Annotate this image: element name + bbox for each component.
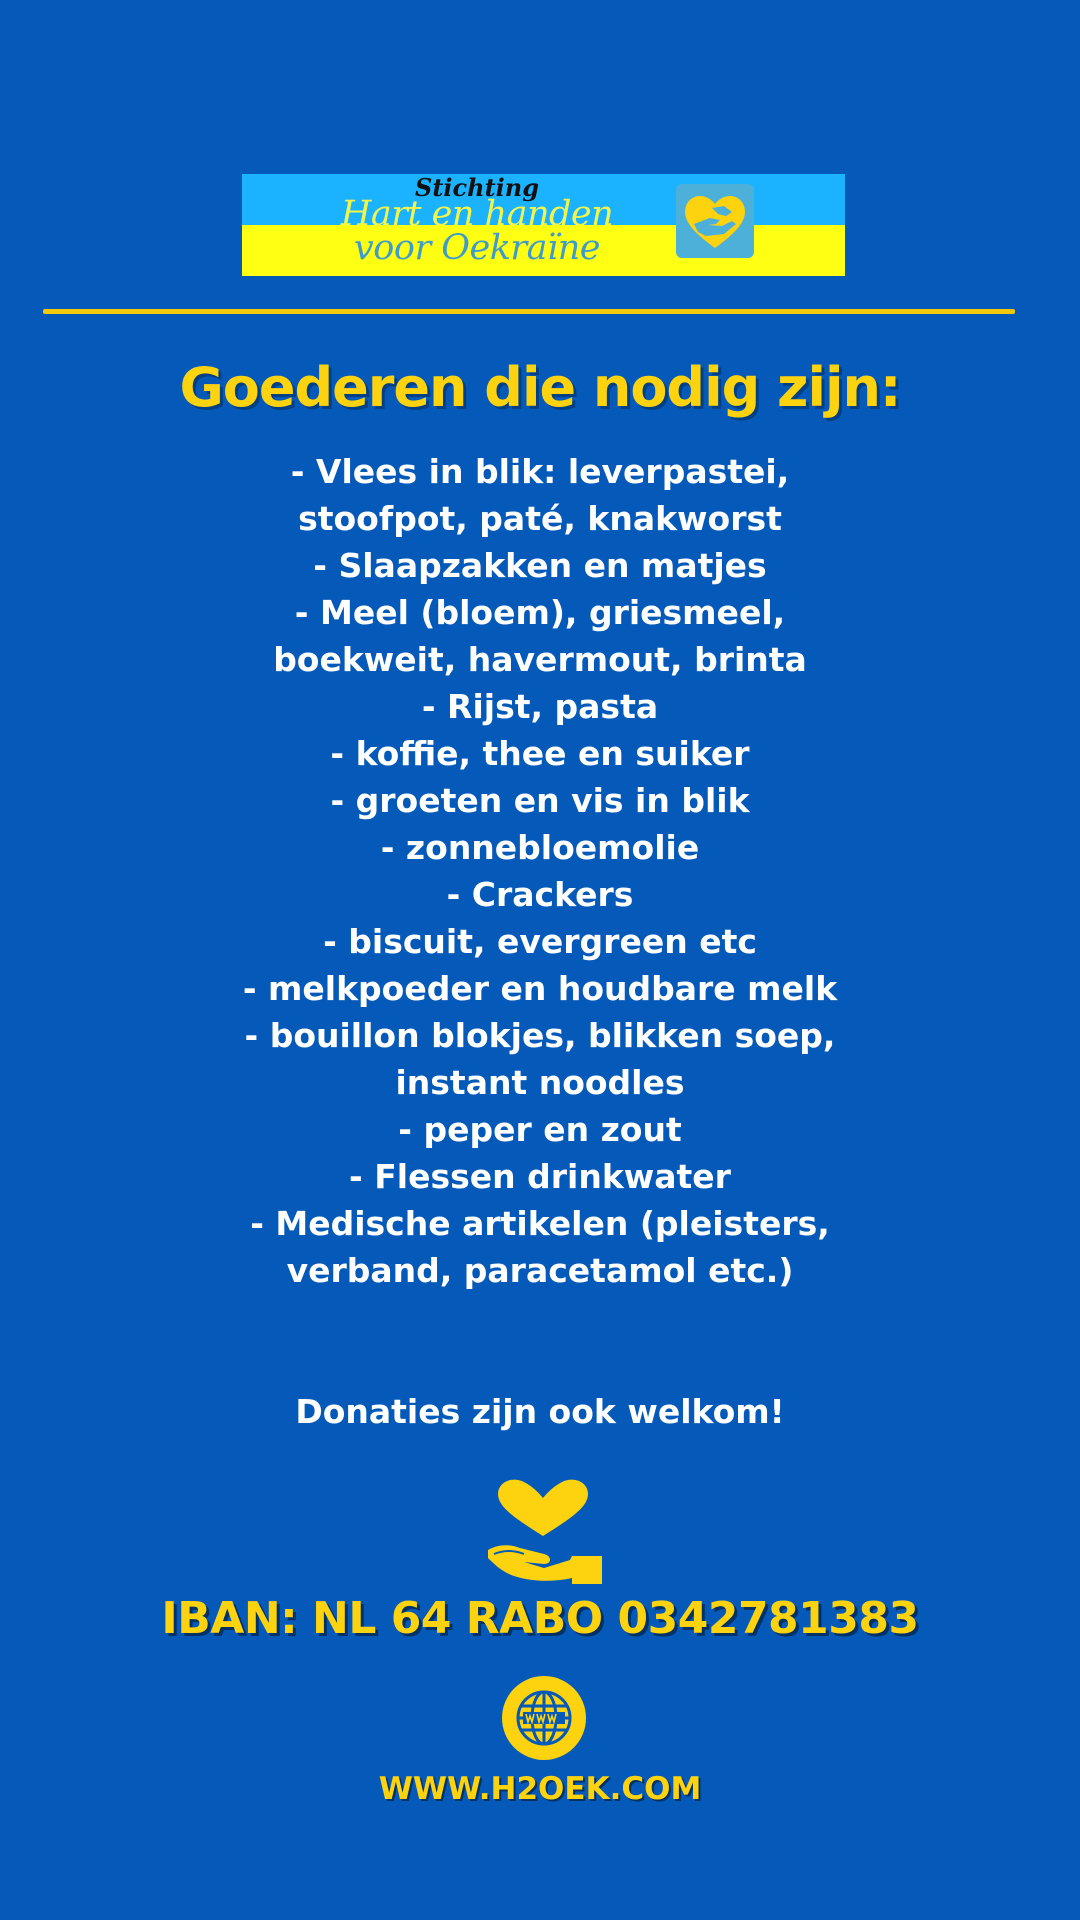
list-item: - biscuit, evergreen etc	[323, 922, 757, 961]
heart-hands-icon	[676, 184, 754, 258]
list-item: verband, paracetamol etc.)	[286, 1251, 794, 1290]
list-item: - Slaapzakken en matjes	[313, 546, 767, 585]
list-item: boekweit, havermout, brinta	[273, 640, 807, 679]
list-item: - melkpoeder en houdbare melk	[242, 969, 838, 1008]
globe-www-icon	[501, 1675, 587, 1761]
list-item: - bouillon blokjes, blikken soep,	[244, 1016, 836, 1055]
page-title: Goederen die nodig zijn:	[179, 356, 901, 419]
list-item: - koffie, thee en suiker	[330, 734, 750, 773]
list-item: - Medische artikelen (pleisters,	[250, 1204, 830, 1243]
list-item: - peper en zout	[398, 1110, 682, 1149]
hand-heart-icon	[484, 1478, 604, 1586]
foundation-logo	[242, 174, 845, 276]
list-item: - zonnebloemolie	[380, 828, 700, 867]
website-url: WWW.H2OEK.COM	[378, 1771, 702, 1807]
list-item: - Rijst, pasta	[421, 687, 659, 726]
list-item: - groeten en vis in blik	[330, 781, 750, 820]
iban-number: IBAN: NL 64 RABO 0342781383	[161, 1593, 919, 1644]
donations-text: Donaties zijn ook welkom!	[295, 1392, 785, 1431]
divider-line	[43, 309, 1015, 314]
list-item: instant noodles	[395, 1063, 685, 1102]
list-item: stoofpot, paté, knakworst	[298, 499, 782, 538]
list-item: - Flessen drinkwater	[349, 1157, 731, 1196]
logo-stichting: Stichting	[414, 174, 540, 202]
list-item: - Meel (bloem), griesmeel,	[294, 593, 786, 632]
list-item: - Vlees in blik: leverpastei,	[290, 452, 790, 491]
logo-name-line1: Hart en handen	[340, 194, 614, 234]
logo-name-line2: voor Oekraïne	[354, 228, 600, 268]
goods-list	[0, 448, 1080, 1294]
list-item: - Crackers	[446, 875, 634, 914]
logo-text	[242, 174, 712, 276]
